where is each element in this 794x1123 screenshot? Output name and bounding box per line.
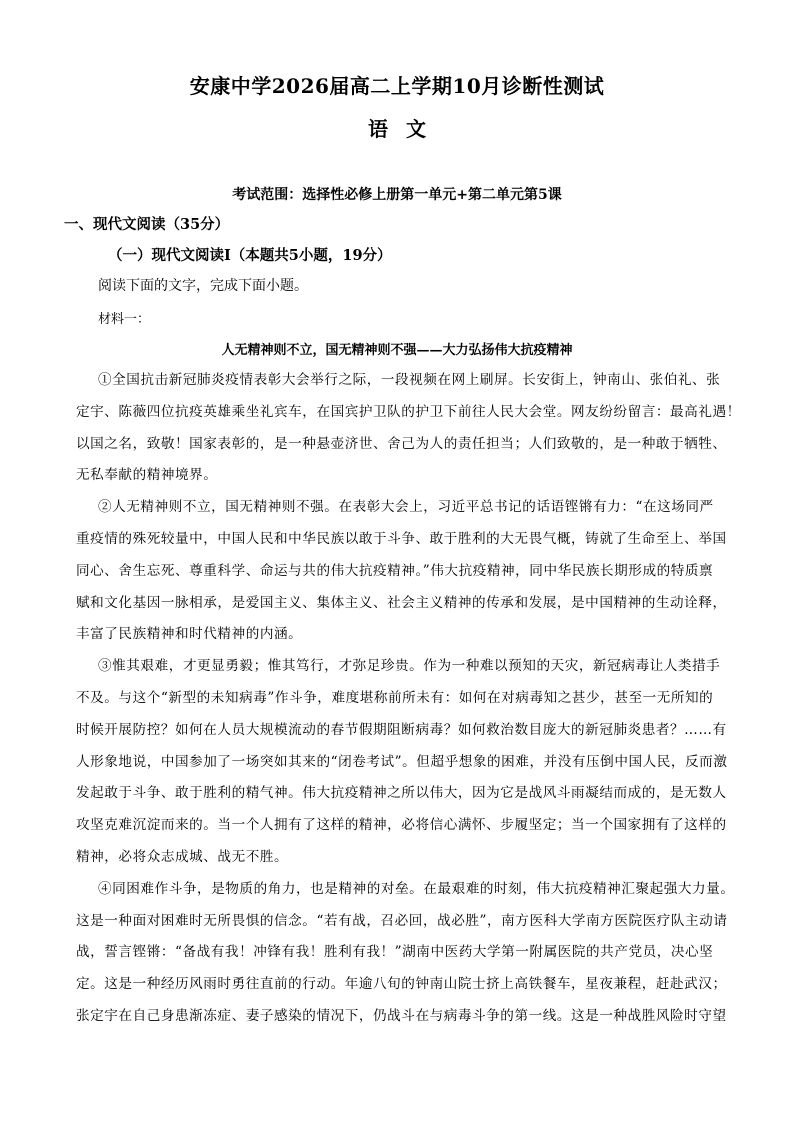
subsection-heading: （一）现代文阅读Ⅰ（本题共5小题，19分） — [108, 247, 392, 264]
reading-instruction: 阅读下面的文字，完成下面小题。 — [98, 278, 308, 294]
article-line: 定宇、陈薇四位抗疫英雄乘坐礼宾车，在国宾护卫队的护卫下前往人民大会堂。网友纷纷留言：最高礼遇！ — [76, 403, 741, 420]
subject-heading: 语文 — [368, 117, 444, 141]
exam-scope: 考试范围：选择性必修上册第一单元+第二单元第5课 — [232, 187, 562, 203]
exam-title: 安康中学2026届高二上学期10月诊断性测试 — [189, 74, 605, 98]
article-line: 丰富了民族精神和时代精神的内涵。 — [76, 626, 303, 643]
article-line: 战，誓言铿锵：“备战有我！冲锋有我！胜利有我！”湖南中医药大学第一附属医院的共产党员，决心坚 — [76, 944, 714, 961]
section-heading: 一、现代文阅读（35分） — [64, 216, 230, 233]
article-line: 发起敢于斗争、敢于胜利的精气神。伟大抗疫精神之所以伟大，因为它是战风斗雨凝结而成的，是无数人 — [76, 785, 727, 802]
article-line: ①全国抗击新冠肺炎疫情表彰大会举行之际，一段视频在网上刷屏。长安街上，钟南山、张伯礼、张 — [98, 372, 721, 388]
article-line: 时候开展防控？如何在人员大规模流动的春节假期阻断病毒？如何救治数目庞大的新冠肺炎患者？……有 — [76, 721, 727, 738]
article-body — [76, 368, 741, 1036]
article-line: 无私奉献的精神境界。 — [76, 467, 218, 484]
article-line: 同心、舍生忘死、尊重科学、命运与共的伟大抗疫精神。”伟大抗疫精神，同中华民族长期形成的特质禀 — [76, 562, 714, 579]
article-line: 精神，必将众志成城、战无不胜。 — [76, 848, 289, 865]
article-line: 定。这是一种经历风雨时勇往直前的行动。年逾八旬的钟南山院士挤上高铁餐车，星夜兼程，赶赴武汉； — [76, 976, 727, 993]
article-line: ②人无精神则不立，国无精神则不强。在表彰大会上，习近平总书记的话语铿锵有力：“在这场同严 — [98, 499, 714, 516]
article-line: ④同困难作斗争，是物质的角力，也是精神的对垒。在最艰难的时刻，伟大抗疫精神汇聚起强大力量。 — [98, 880, 735, 897]
article-line: 以国之名，致敬！国家表彰的，是一种悬壶济世、舍己为人的责任担当；人们致敬的，是一种敢于牺牲、 — [76, 435, 727, 452]
article-line: 不及。与这个“新型的未知病毒”作斗争，难度堪称前所未有：如何在对病毒知之甚少，甚至一无所知的 — [76, 689, 714, 706]
article-line: 攻坚克难沉淀而来的。当一个人拥有了这样的精神，必将信心满怀、步履坚定；当一个国家拥有了这样的 — [76, 817, 727, 834]
article-line: 这是一种面对困难时无所畏惧的信念。“若有战，召必回，战必胜”，南方医科大学南方医院医疗队主动请 — [76, 912, 728, 929]
article-line: ③惟其艰难，才更显勇毅；惟其笃行，才弥足珍贵。作为一种难以预知的天灾，新冠病毒让人类措手 — [98, 658, 721, 675]
article-line: 人形象地说，中国参加了一场突如其来的“闭卷考试”。但超乎想象的困难，并没有压倒中国人民，反而激 — [76, 753, 728, 770]
article-line: 重疫情的殊死较量中，中国人民和中华民族以敢于斗争、敢于胜利的大无畏气概，铸就了生命至上、举国 — [76, 530, 727, 547]
material-label: 材料一： — [98, 312, 151, 327]
article-line: 张定宇在自己身患渐冻症、妻子感染的情况下，仍战斗在与病毒斗争的第一线。这是一种战胜风险时守望 — [76, 1007, 727, 1024]
article-line: 赋和文化基因一脉相承，是爱国主义、集体主义、社会主义精神的传承和发展，是中国精神的生动诠释， — [76, 594, 727, 611]
article-title: 人无精神则不立，国无精神则不强——大力弘扬伟大抗疫精神 — [221, 343, 573, 358]
